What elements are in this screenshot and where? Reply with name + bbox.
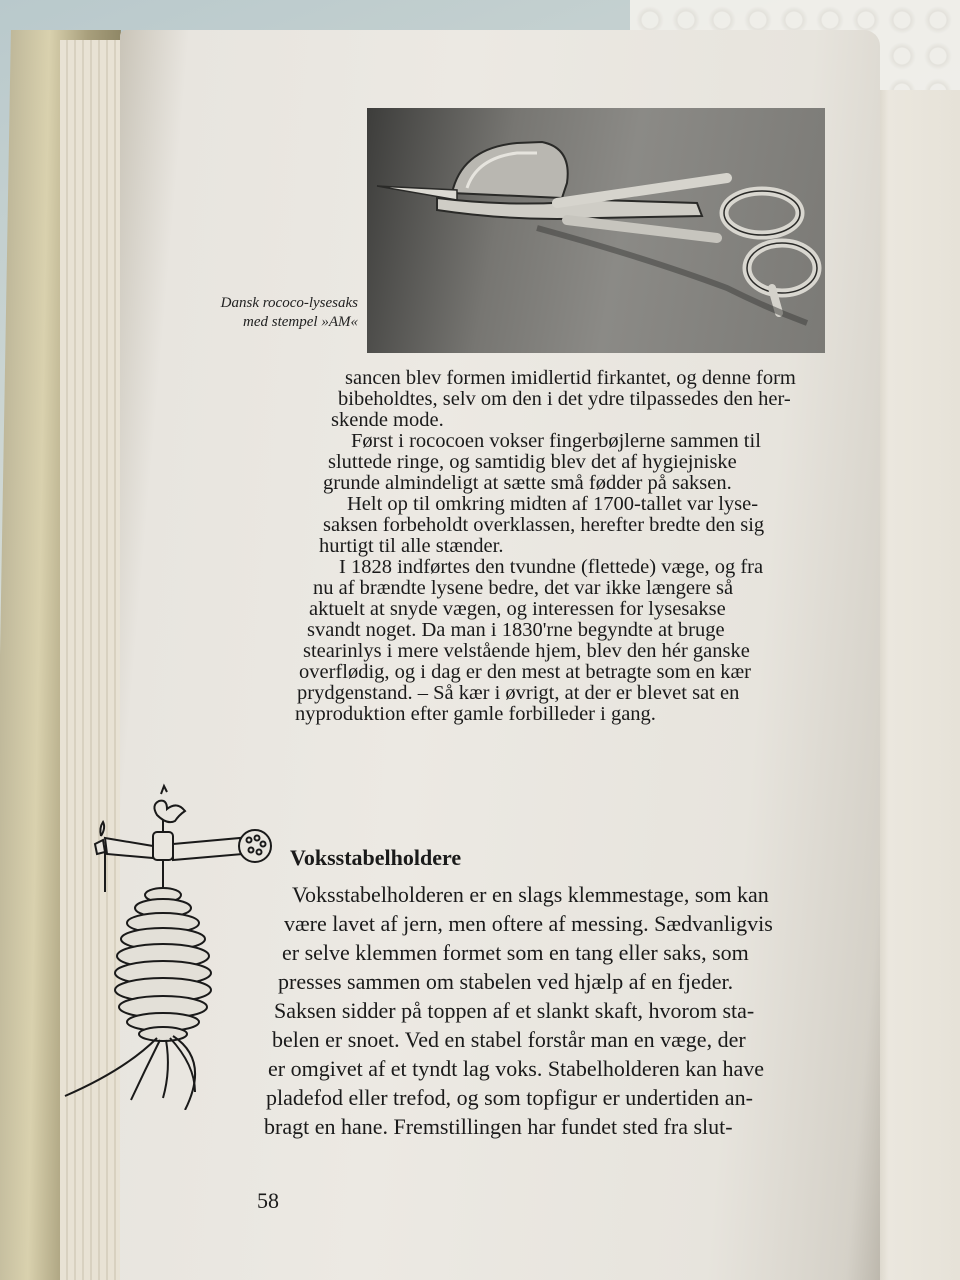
page-number: 58 <box>257 1188 279 1213</box>
text-line: presses sammen om stabelen ved hjælp af en fjeder. <box>278 969 734 994</box>
text-line: saksen forbeholdt overklassen, herefter bredte den sig <box>323 514 765 536</box>
caption-line-1: Dansk rococo-lysesaks <box>220 295 358 311</box>
text-line: er selve klemmen formet som en tang eller saks, som <box>282 940 749 965</box>
text-line: nyproduktion efter gamle forbilleder i gang. <box>295 703 656 725</box>
text-line: overflødig, og i dag er den mest at betragte som en kær <box>299 661 752 683</box>
text-line: nu af brændte lysene bedre, det var ikke længere så <box>313 577 734 599</box>
wax-jack-illustration <box>45 780 285 1110</box>
text-line: være lavet af jern, men oftere af messing. Sædvanligvis <box>284 911 773 936</box>
text-line: Saksen sidder på toppen af et slankt skaft, hvorom sta- <box>274 998 755 1023</box>
text-line: bragt en hane. Fremstillingen har fundet sted fra slut- <box>264 1114 733 1139</box>
text-line: Først i rococoen vokser fingerbøjlerne sammen til <box>351 430 761 452</box>
text-line: bibeholdtes, selv om den i det ydre tilpassedes den her- <box>338 388 791 410</box>
body-text-top <box>295 367 825 725</box>
text-line: pladefod eller trefod, og som topfigur er undertiden an- <box>266 1085 753 1110</box>
text-line: hurtigt til alle stænder. <box>319 535 504 557</box>
text-line: belen er snoet. Ved en stabel forstår man en væge, der <box>272 1027 746 1052</box>
text-line: stearinlys i mere velstående hjem, blev den hér ganske <box>303 640 750 662</box>
text-line: I 1828 indførtes den tvundne (flettede) væge, og fra <box>339 556 764 578</box>
text-line: sluttede ringe, og samtidig blev det af hygiejniske <box>328 451 737 473</box>
text-line: svandt noget. Da man i 1830'rne begyndte at bruge <box>307 619 725 641</box>
caption-line-2: med stempel »AM« <box>243 314 358 330</box>
section-heading: Voksstabelholdere <box>290 845 462 870</box>
text-line: aktuelt at snyde vægen, og interessen for lysesakse <box>309 598 726 620</box>
text-line: er omgivet af et tyndt lag voks. Stabelholderen kan have <box>268 1056 765 1081</box>
text-line: sancen blev formen imidlertid firkantet, og denne form <box>345 367 796 389</box>
text-line: skende mode. <box>331 409 444 431</box>
text-line: grunde almindeligt at sætte små fødder på saksen. <box>323 472 732 494</box>
text-line: Helt op til omkring midten af 1700-tallet var lyse- <box>347 493 759 515</box>
photo-caption <box>165 294 358 332</box>
text-line: Voksstabelholderen er en slags klemmestage, som kan <box>292 882 769 907</box>
body-text-bottom <box>264 880 830 1141</box>
text-line: prydgenstand. – Så kær i øvrigt, at der er blevet sat en <box>297 682 740 704</box>
candle-snuffer-photo <box>367 108 825 353</box>
